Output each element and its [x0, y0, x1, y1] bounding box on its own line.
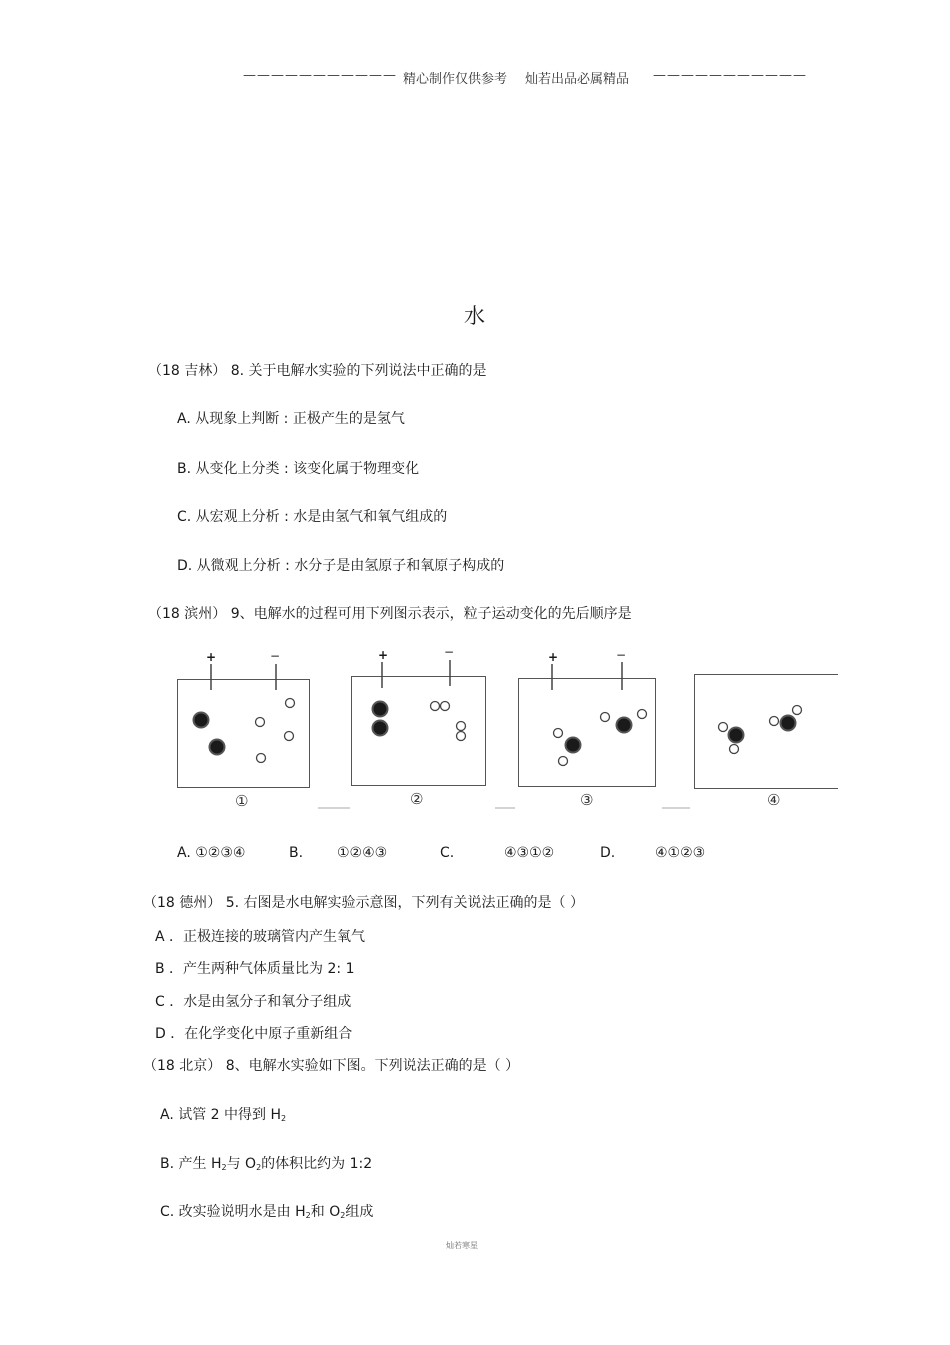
- oxygen-atom: [373, 721, 388, 736]
- hydrogen-atom: [286, 699, 295, 708]
- question-2-option-d-text: ④①②③: [655, 845, 706, 861]
- hydrogen-atom: [256, 718, 265, 727]
- question-3-option-b: B ．产生两种气体质量比为 2: 1: [155, 961, 355, 977]
- hydrogen-atom: [457, 722, 466, 731]
- oxygen-atom: [566, 738, 581, 753]
- option-b-text: B. 产生 H: [160, 1156, 222, 1172]
- question-2-option-b-text: ①②④③: [337, 845, 388, 861]
- oxygen-atom: [194, 713, 209, 728]
- oxygen-atom: [210, 740, 225, 755]
- option-c-text-mid: 和 O: [310, 1204, 341, 1220]
- panel-label-2: ②: [410, 790, 424, 808]
- question-1-option-a: A. 从现象上判断 : 正极产生的是氢气: [177, 411, 405, 427]
- question-4-option-a: [160, 1104, 286, 1124]
- hydrogen-atom: [554, 729, 563, 738]
- minus-sign: −: [270, 649, 281, 663]
- subscript: 2: [340, 1211, 346, 1220]
- panel-label-1: ①: [235, 792, 249, 810]
- question-3-option-d: D ．在化学变化中原子重新组合: [155, 1026, 353, 1042]
- question-2-option-a: A. ①②③④: [177, 845, 246, 861]
- option-c-text-post: 组成: [345, 1204, 374, 1220]
- hydrogen-atom: [719, 723, 728, 732]
- minus-sign: −: [444, 645, 455, 659]
- hydrogen-atom: [559, 757, 568, 766]
- panel-label-3: ③: [580, 791, 594, 809]
- option-b-text-mid: 与 O: [226, 1156, 257, 1172]
- question-3-option-c: C ．水是由氢分子和氧分子组成: [155, 994, 352, 1010]
- header-dashes-right: ———————————: [653, 68, 807, 83]
- hydrogen-atom: [601, 713, 610, 722]
- question-3-option-a: A ．正极连接的玻璃管内产生氧气: [155, 929, 366, 945]
- header-text-2: 灿若出品必属精品: [525, 72, 630, 87]
- hydrogen-atom: [441, 702, 450, 711]
- hydrogen-atom: [285, 732, 294, 741]
- question-1-stem: （18 吉林） 8. 关于电解水实验的下列说法中正确的是: [148, 363, 487, 379]
- hydrogen-atom: [793, 706, 802, 715]
- question-2-option-c-text: ④③①②: [504, 845, 555, 861]
- subscript: 2: [305, 1211, 311, 1220]
- question-3-stem: （18 德州） 5. 右图是水电解实验示意图，下列有关说法正确的是（ ）: [143, 895, 584, 911]
- oxygen-atom: [617, 718, 632, 733]
- hydrogen-atom: [257, 754, 266, 763]
- hydrogen-atom: [770, 717, 779, 726]
- question-2-option-d-letter: D.: [600, 845, 616, 861]
- oxygen-atom: [373, 702, 388, 717]
- question-2-option-b-letter: B.: [289, 845, 304, 861]
- subscript: 2: [256, 1163, 262, 1172]
- plus-sign: +: [548, 650, 559, 664]
- panel-label-4: ④: [767, 791, 781, 809]
- hydrogen-atom: [730, 745, 739, 754]
- hydrogen-atom: [457, 732, 466, 741]
- question-4-option-b: [160, 1153, 372, 1173]
- question-4-stem: （18 北京） 8、电解水实验如下图。下列说法正确的是（ ）: [143, 1058, 520, 1074]
- plus-sign: +: [378, 648, 389, 662]
- oxygen-atom: [729, 728, 744, 743]
- question-4-option-c: [160, 1201, 373, 1221]
- page-footer: 灿若寒星: [446, 1241, 478, 1250]
- header-text-1: 精心制作仅供参考: [403, 72, 508, 87]
- oxygen-atom: [781, 716, 796, 731]
- hydrogen-atom: [431, 702, 440, 711]
- question-2-option-c-letter: C.: [440, 845, 455, 861]
- minus-sign: −: [616, 648, 627, 662]
- question-1-option-d: D. 从微观上分析 : 水分子是由氢原子和氧原子构成的: [177, 558, 505, 574]
- plus-sign: +: [206, 650, 217, 664]
- question-1-option-c: C. 从宏观上分析 : 水是由氢气和氧气组成的: [177, 509, 448, 525]
- page-title: 水: [464, 304, 485, 328]
- hydrogen-atom: [638, 710, 647, 719]
- option-a-text: A. 试管 2 中得到 H: [160, 1107, 282, 1123]
- question-1-option-b: B. 从变化上分类 : 该变化属于物理变化: [177, 461, 420, 477]
- option-b-text-post: 的体积比约为 1:2: [261, 1156, 373, 1172]
- option-c-text: C. 改实验说明水是由 H: [160, 1204, 306, 1220]
- question-2-stem: （18 滨州） 9、电解水的过程可用下列图示表示，粒子运动变化的先后顺序是: [148, 606, 632, 622]
- header-dashes-left: ———————————: [243, 68, 397, 83]
- subscript: 2: [221, 1163, 227, 1172]
- subscript: 2: [281, 1114, 287, 1123]
